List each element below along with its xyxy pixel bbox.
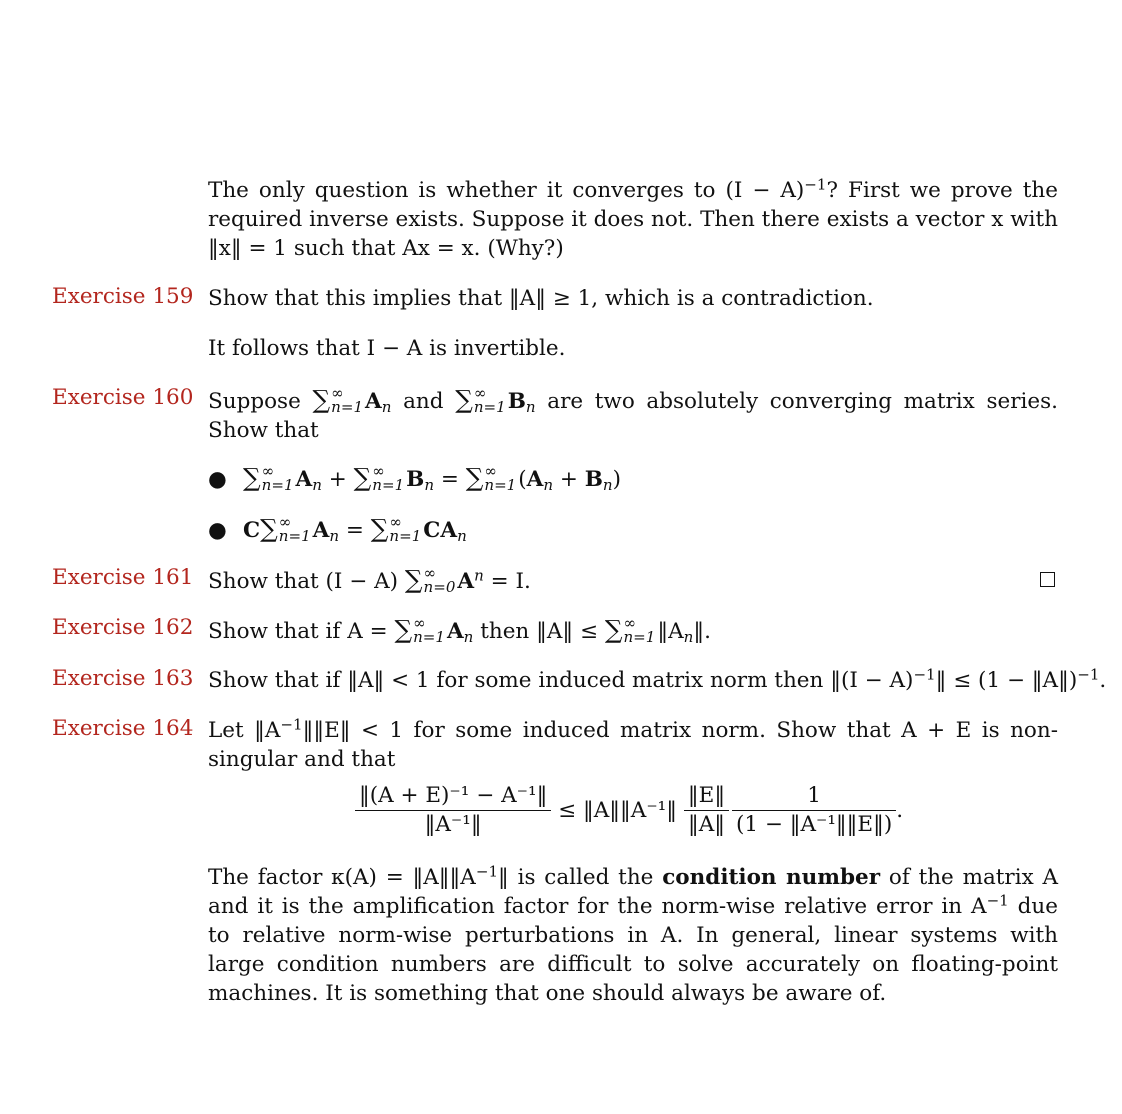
follows-statement: It follows that I − A is invertible. bbox=[208, 336, 566, 361]
qed-box bbox=[1040, 572, 1055, 587]
exercise-164-text: Let $‖A^{-1}‖‖E‖ < 1$ for some induced matrix norm. Show that A + E is non-singular and that bbox=[208, 715, 1058, 772]
exercise-162-text: Show that if A = ∑ ∞ n=1 $A_n$ then ‖A‖ ≤ ∑ ∞ n=1 $‖A_n‖$. bbox=[208, 614, 711, 646]
exercise-161-text: Show that (I − A) ∑ ∞ n=0 $A^n = I$. bbox=[208, 564, 531, 596]
condition-number-term: condition number bbox=[662, 865, 881, 890]
exercise-162-label: Exercise 162 bbox=[52, 615, 194, 640]
exercise-164-label: Exercise 164 bbox=[52, 716, 194, 741]
exercise-161-label: Exercise 161 bbox=[52, 565, 194, 590]
intro-paragraph: The only question is whether it converges to $(I - A)^{-1}$? First we prove the required inverse exists. Suppose it does not. Then there exists a vector x with ‖x‖ = 1 such that Ax = x. (Why?) bbox=[208, 175, 1058, 261]
exercise-159-text: Show that this implies that ‖A‖ ≥ 1, which is a contradiction. bbox=[208, 286, 874, 311]
exercise-159-label: Exercise 159 bbox=[52, 284, 194, 309]
exercise-160-text: Suppose ∑ ∞ n=1 $A_n$ and ∑ ∞ n=1 $B_n$ are two absolutely converging matrix series. Show that bbox=[208, 384, 1058, 443]
bullet-1: ● bbox=[208, 467, 227, 492]
bullet-2-formula: C∑ ∞ n=1 $A_n$ = ∑ ∞ n=1 $CA_n$ bbox=[243, 513, 467, 545]
closing-paragraph: The factor $\kappa(A) = ‖A‖‖A^{-1}‖$ is called the condition number of the matrix A and it is the amplification factor for the norm-wise relative error in $A^{-1}$ due to relative norm-wise perturbations in A. In general, linear systems with large condition numbers are difficult to solve accurately on floating-point machines. It is something that one should always be aware of. bbox=[208, 862, 1059, 1006]
bullet-2: ● bbox=[208, 518, 227, 543]
fraction-amplification: $\frac{1}{\text{(1 − ‖A⁻¹‖‖E‖)}}$ bbox=[732, 782, 896, 839]
bullet-1-formula: ∑ ∞ n=1 $A_n$ + ∑ ∞ n=1 $B_n$ = ∑ ∞ n=1 $(A_n + B_n)$ bbox=[243, 462, 621, 494]
exercise-160-label: Exercise 160 bbox=[52, 385, 194, 410]
fraction-relative-perturbation: $\frac{‖E‖}{‖A‖}$ bbox=[684, 782, 729, 839]
exercise-163-text: Show that if ‖A‖ < 1 for some induced matrix norm then ‖(I − A)$^{-1}$‖ ≤ (1 − ‖A‖)$^{-1}$. bbox=[208, 665, 1107, 693]
display-inequality: $\frac{\text{‖(A + E)⁻¹ − A⁻¹‖}}{\text{‖A⁻¹‖}}$ ≤ ‖A‖‖A⁻¹‖ $\frac{‖E‖}{‖A‖}$ $\frac{1}{\text{(1 − ‖A⁻¹‖‖E‖)}}$ . bbox=[355, 782, 903, 842]
exercise-163-label: Exercise 163 bbox=[52, 666, 194, 691]
fraction-relative-error: $\frac{\text{‖(A + E)⁻¹ − A⁻¹‖}}{\text{‖A⁻¹‖}}$ bbox=[355, 782, 551, 839]
